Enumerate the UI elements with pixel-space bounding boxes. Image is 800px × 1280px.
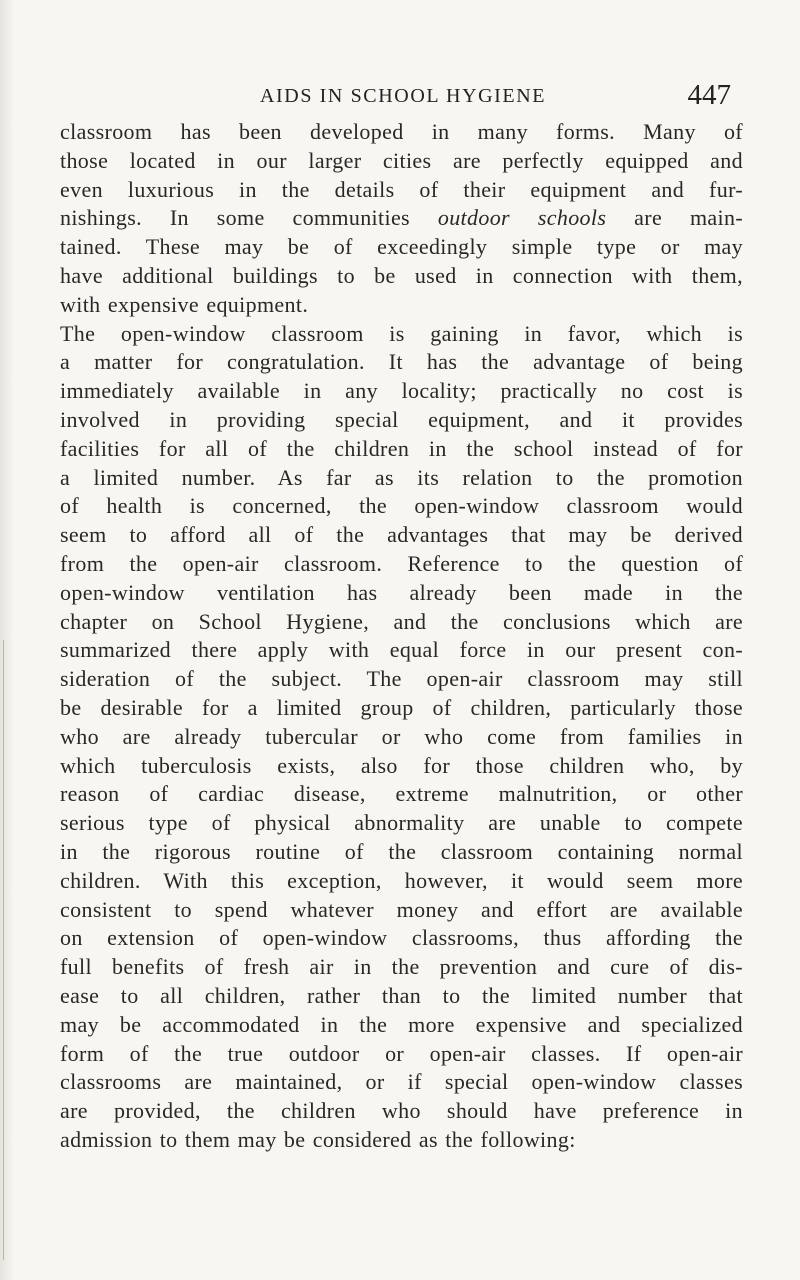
text-line: seem to afford all of the advantages that may be derived xyxy=(60,522,743,548)
text-line: open-window ventilation has already been made in the xyxy=(60,579,743,605)
text-line: serious type of physical abnormality are unable to compete xyxy=(60,810,743,836)
text-line: a matter for congratulation. It has the advantage of being xyxy=(60,349,743,375)
text-line: even luxurious in the details of their equipment and fur- xyxy=(60,176,743,202)
page-number: 447 xyxy=(687,79,731,111)
text-line: facilities for all of the children in the school instead of for xyxy=(60,435,743,461)
text-line: in the rigorous routine of the classroom containing normal xyxy=(60,838,743,864)
text-line: children. With this exception, however, it would seem more xyxy=(60,867,743,893)
text-line: involved in providing special equipment, and it provides xyxy=(60,406,743,432)
text-line: classroom has been developed in many forms. Many of xyxy=(60,119,743,144)
text-line: form of the true outdoor or open-air classes. If open-air xyxy=(60,1040,743,1066)
text-line: tained. These may be of exceedingly simple type or may xyxy=(60,234,743,260)
text-line: chapter on School Hygiene, and the conclusions which are xyxy=(60,608,743,634)
text-line: The open-window classroom is gaining in favor, which is xyxy=(60,320,743,346)
text-segment: nishings. In some communities xyxy=(60,205,438,231)
text-line: ease to all children, rather than to the limited number that xyxy=(60,982,743,1008)
paragraph-2 xyxy=(60,320,743,1155)
text-segment: are main- xyxy=(606,205,744,231)
body-text xyxy=(60,118,743,1155)
text-line: of health is concerned, the open-window classroom would xyxy=(60,493,743,519)
text-line: sideration of the subject. The open-air classroom may still xyxy=(60,666,743,692)
text-line: a limited number. As far as its relation to the promotion xyxy=(60,464,743,490)
text-line: on extension of open-window classrooms, thus affording the xyxy=(60,925,743,951)
text-line: those located in our larger cities are perfectly equipped and xyxy=(60,147,743,173)
text-line: consistent to spend whatever money and effort are available xyxy=(60,896,743,922)
text-line: summarized there apply with equal force in our present con- xyxy=(60,637,743,663)
paragraph-1 xyxy=(60,118,743,320)
text-line: from the open-air classroom. Reference to the question of xyxy=(60,550,743,576)
text-line: immediately available in any locality; practically no cost is xyxy=(60,378,743,404)
text-line: are provided, the children who should have preference in xyxy=(60,1098,743,1124)
text-line: classrooms are maintained, or if special open-window classes xyxy=(60,1069,743,1095)
text-line: with expensive equipment. xyxy=(60,291,309,317)
running-title: AIDS IN SCHOOL HYGIENE xyxy=(260,85,547,107)
text-line: have additional buildings to be used in connection with them, xyxy=(60,262,743,288)
text-line: admission to them may be considered as the following: xyxy=(60,1126,576,1152)
text-line xyxy=(60,204,743,233)
text-line: be desirable for a limited group of children, particularly those xyxy=(60,694,743,720)
text-line: who are already tubercular or who come from families in xyxy=(60,723,743,749)
running-head xyxy=(0,79,800,120)
italic-term: outdoor schools xyxy=(437,205,607,231)
text-line: which tuberculosis exists, also for those children who, by xyxy=(60,752,743,778)
text-line: reason of cardiac disease, extreme malnutrition, or other xyxy=(60,781,743,807)
binding-edge xyxy=(3,640,4,1260)
text-line: full benefits of fresh air in the prevention and cure of dis- xyxy=(60,954,743,980)
text-line: may be accommodated in the more expensive and specialized xyxy=(60,1011,743,1037)
